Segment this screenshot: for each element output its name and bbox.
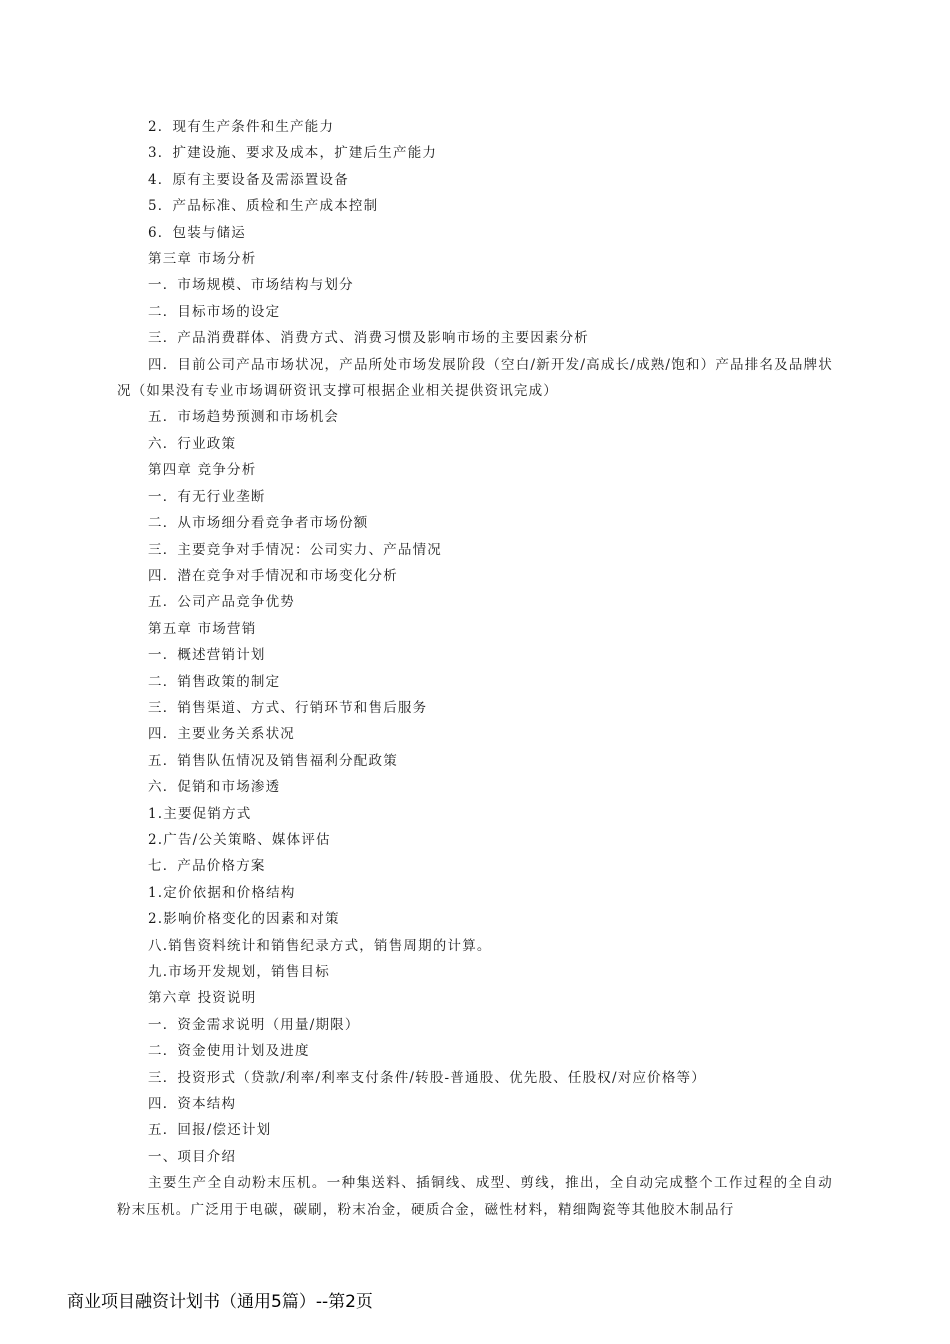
chapter-heading: 第四章 竞争分析 <box>148 462 257 479</box>
text-line: 4．原有主要设备及需添置设备 <box>148 171 349 188</box>
text-line: 四．资本结构 <box>148 1096 237 1113</box>
text-line: 二．销售政策的制定 <box>148 673 281 690</box>
text-line: 五．回报/偿还计划 <box>148 1122 272 1139</box>
chapter-heading: 第三章 市场分析 <box>148 251 257 268</box>
text-line: 3．扩建设施、要求及成本，扩建后生产能力 <box>148 145 438 162</box>
text-line: 三．投资形式（贷款/利率/利率支付条件/转股-普通股、优先股、任股权/对应价格等） <box>148 1069 706 1086</box>
text-line: 八.销售资料统计和销售纪录方式，销售周期的计算。 <box>148 937 492 954</box>
text-line: 一．资金需求说明（用量/期限） <box>148 1016 360 1033</box>
text-line: 五．销售队伍情况及销售福利分配政策 <box>148 752 398 769</box>
text-line: 四．潜在竞争对手情况和市场变化分析 <box>148 567 398 584</box>
text-line: 九.市场开发规划，销售目标 <box>148 964 330 980</box>
text-line: 六．行业政策 <box>148 435 237 452</box>
page-footer: 商业项目融资计划书（通用5篇）--第2页 <box>67 1292 373 1312</box>
text-line: 五．公司产品竞争优势 <box>148 594 295 611</box>
text-line: 三．销售渠道、方式、行销环节和售后服务 <box>148 699 428 716</box>
chapter-heading: 第六章 投资说明 <box>148 990 257 1007</box>
text-line: 5．产品标准、质检和生产成本控制 <box>148 198 379 215</box>
text-line: 2．现有生产条件和生产能力 <box>148 119 335 135</box>
text-line: 五．市场趋势预测和市场机会 <box>148 409 340 426</box>
paragraph-project-intro: 主要生产全自动粉末压机。一种集送料、插铜线、成型、剪线，推出，全自动完成整个工作过程的全自动粉末压机。广泛用于电碳，碳刷，粉末冶金，硬质合金，磁性材料，精细陶瓷等其他胶木制品行 <box>117 1175 833 1218</box>
text-line: 四．主要业务关系状况 <box>148 726 295 743</box>
paragraph-market-status: 四．目前公司产品市场状况，产品所处市场发展阶段（空白/新开发/高成长/成熟/饱和）产品排名及品牌状况（如果没有专业市场调研资讯支撑可根据企业相关提供资讯完成） <box>117 356 833 400</box>
text-line: 六．促销和市场渗透 <box>148 779 281 796</box>
text-line: 三．产品消费群体、消费方式、消费习惯及影响市场的主要因素分析 <box>148 330 589 347</box>
text-line: 1.主要促销方式 <box>148 805 252 822</box>
document-body <box>117 114 833 1223</box>
text-line: 6．包装与储运 <box>148 224 246 241</box>
text-line: 一．有无行业垄断 <box>148 488 266 505</box>
text-line: 一．概述营销计划 <box>148 647 266 664</box>
section-heading: 一、项目介绍 <box>148 1148 237 1165</box>
chapter-heading: 第五章 市场营销 <box>148 620 257 637</box>
text-line: 二．目标市场的设定 <box>148 303 281 320</box>
text-line: 2.影响价格变化的因素和对策 <box>148 911 340 928</box>
text-line: 三．主要竞争对手情况：公司实力、产品情况 <box>148 541 442 558</box>
text-line: 1.定价依据和价格结构 <box>148 884 296 901</box>
text-line: 二．从市场细分看竞争者市场份额 <box>148 515 369 532</box>
text-line: 七．产品价格方案 <box>148 858 266 875</box>
text-line: 2.广告/公关策略、媒体评估 <box>148 831 331 848</box>
text-line: 二．资金使用计划及进度 <box>148 1043 310 1060</box>
text-line: 一．市场规模、市场结构与划分 <box>148 277 354 294</box>
